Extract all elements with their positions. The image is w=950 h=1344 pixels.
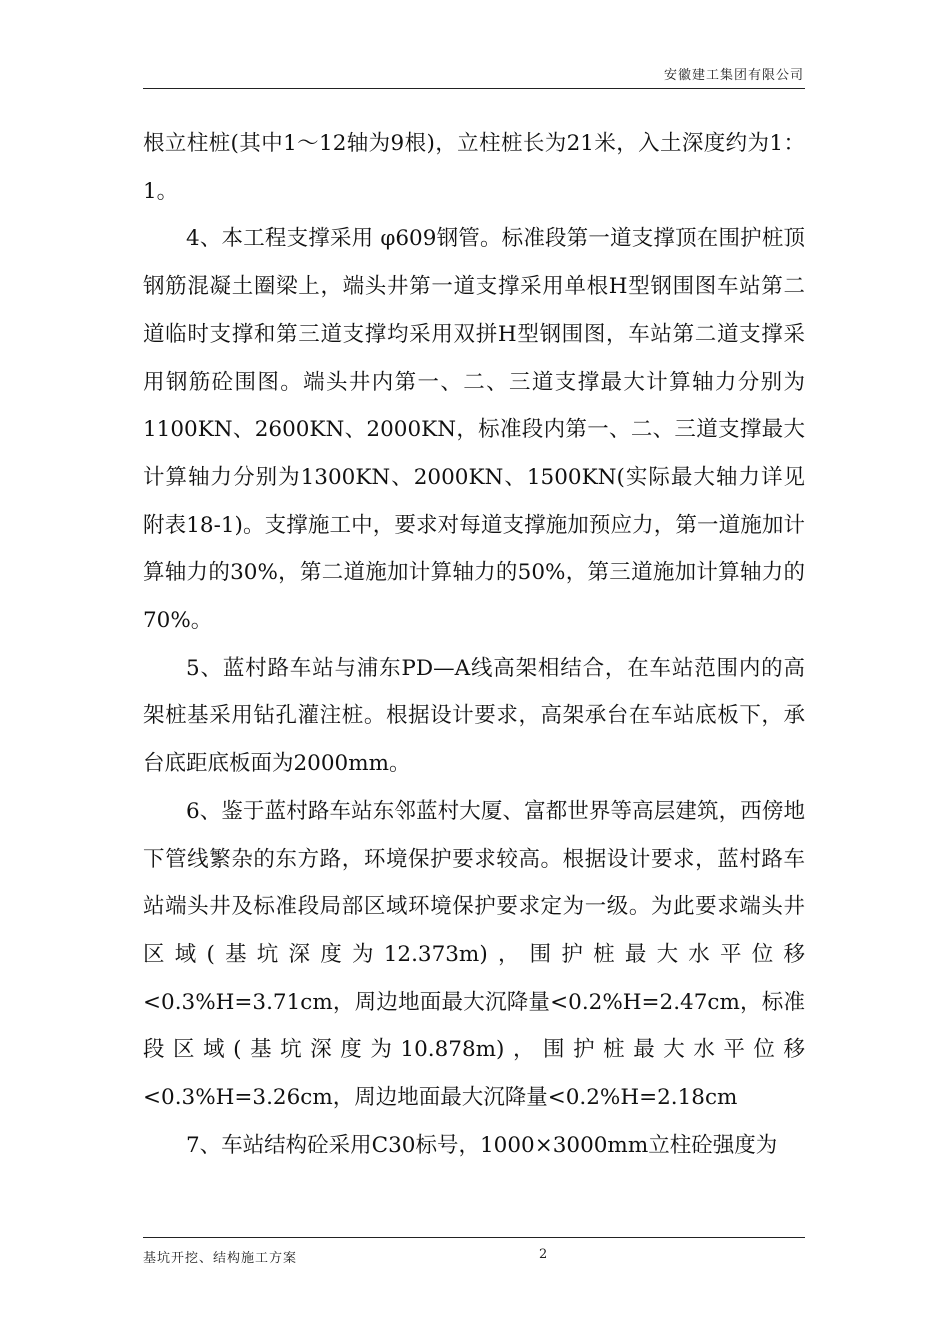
paragraph-1: 根立柱桩(其中1～12轴为9根)，立柱桩长为21米，入土深度约为1：1。	[143, 131, 806, 204]
footer-document-title: 基坑开挖、结构施工方案	[143, 1251, 298, 1266]
page-number: 2	[539, 1247, 548, 1262]
paragraph-2: 4、本工程支撑采用 φ609钢管。标准段第一道支撑顶在围护桩顶钢筋混凝土圈梁上，端头井第一道支撑采用单根H型钢围图车站第二道临时支撑和第三道支撑均采用双拼H型钢围图，车站第二道支撑采用钢筋砼围图。端头井内第一、二、三道支撑最大计算轴力分别为1100KN、2600KN、2000KN，标准段内第一、二、三道支撑最大计算轴力分别为1300KN、2000KN、1500KN(实际最大轴力详见附表18-1)。支撑施工中，要求对每道支撑施加预应力，第一道施加计算轴力的30%，第二道施加计算轴力的50%，第三道施加计算轴力的70%。	[143, 226, 805, 634]
paragraph-4: 6、鉴于蓝村路车站东邻蓝村大厦、富都世界等高层建筑，西傍地下管线繁杂的东方路，环境保护要求较高。根据设计要求，蓝村路车站端头井及标准段局部区域环境保护要求定为一级。为此要求端头井区域(基坑深度为12.373m)，围护桩最大水平位移<0.3%H=3.71cm，周边地面最大沉降量<0.2%H=2.47cm，标准段区域(基坑深度为10.878m)，围护桩最大水平位移<0.3%H=3.26cm，周边地面最大沉降量<0.2%H=2.18cm	[143, 798, 805, 1111]
page-header-company: 安徽建工集团有限公司	[663, 68, 804, 83]
header-rule	[143, 88, 805, 89]
document-body	[143, 120, 805, 1169]
paragraph-3: 5、蓝村路车站与浦东PD—A线高架相结合，在车站范围内的高架桩基采用钻孔灌注桩。根据设计要求，高架承台在车站底板下，承台底距底板面为2000mm。	[143, 655, 805, 777]
paragraph-5: 7、车站结构砼采用C30标号，1000×3000mm立柱砼强度为	[186, 1132, 778, 1158]
footer-rule	[143, 1237, 805, 1238]
